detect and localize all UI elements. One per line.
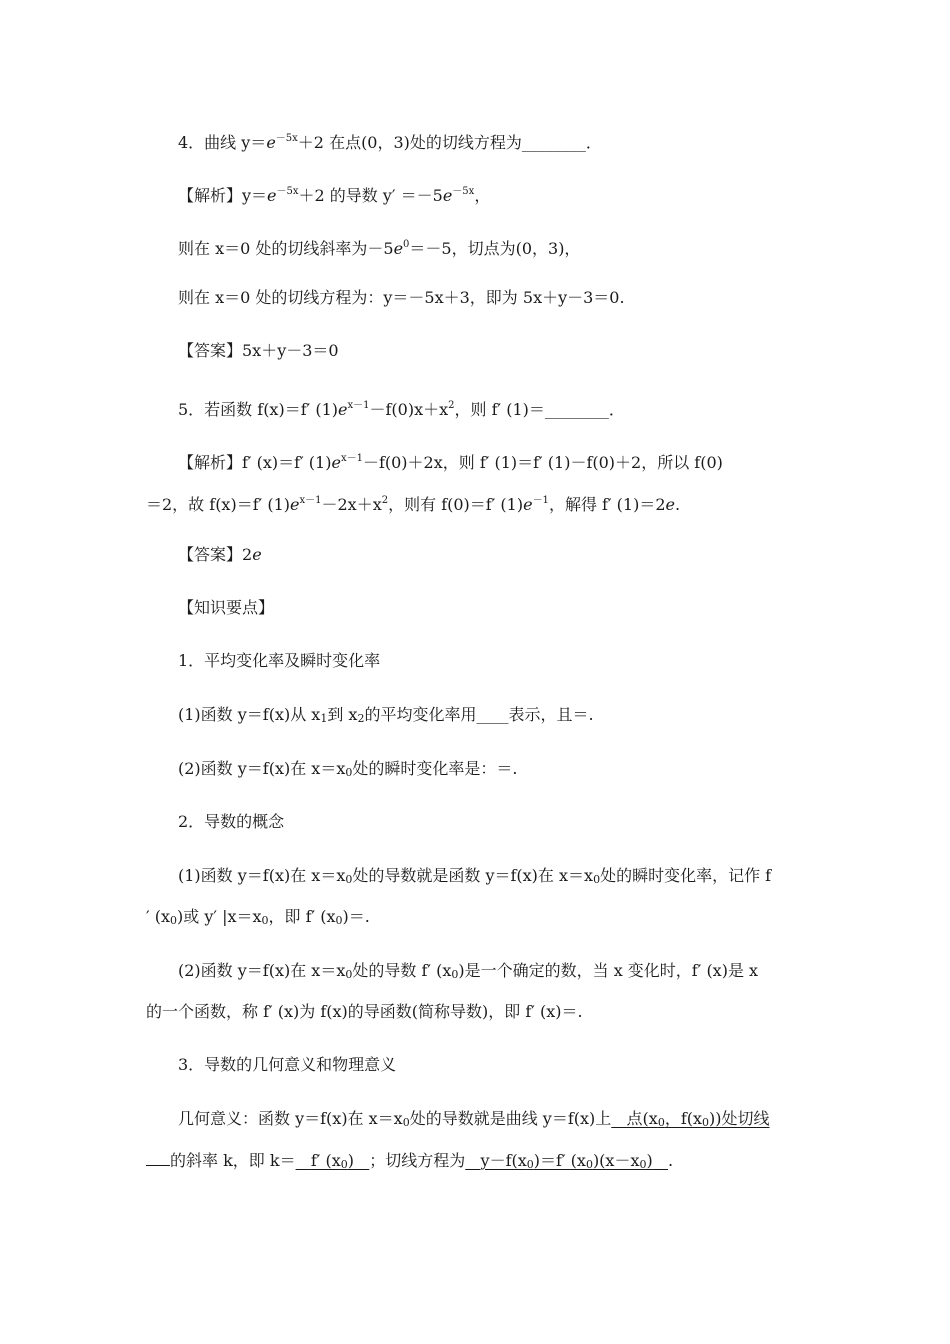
superscript: －5x: [452, 186, 475, 197]
superscript: 2: [448, 400, 455, 411]
problem-5-question: [178, 395, 625, 421]
text: ＝2，故 f(x)＝f′ (1): [146, 495, 291, 514]
text: 处的导数就是函数 y＝f(x)在 x＝x: [352, 866, 594, 885]
subscript: 0: [593, 873, 601, 886]
text: 的斜率 k，即 k＝: [170, 1151, 296, 1170]
subscript: 0: [345, 873, 353, 886]
problem-4-tangent: [178, 287, 625, 309]
text: )或 y′ |x＝x: [176, 907, 262, 926]
text: )＝.: [342, 907, 370, 926]
item-3-geometric-cont: [146, 1150, 673, 1176]
superscript: 0: [403, 239, 410, 250]
math-e: e: [442, 186, 453, 205]
text: 4．曲线 y＝: [178, 133, 267, 152]
fill-in-answer: [611, 1109, 769, 1128]
subscript: 0: [345, 968, 353, 981]
text: －f(0)＋2x，则 f′ (1)＝f′ (1)－f(0)＋2，所以 f(0): [362, 453, 723, 472]
text: ′ (x: [146, 907, 170, 926]
text: 1．平均变化率及瞬时变化率: [178, 651, 381, 670]
item-2-1-cont: [146, 906, 370, 932]
subscript: 0: [639, 1158, 647, 1171]
text: 【答案】5x＋y－3＝0: [178, 341, 339, 360]
text: ): [646, 1151, 653, 1170]
heading-1: [178, 650, 380, 672]
text: .: [668, 1151, 674, 1170]
subscript: 1: [320, 712, 328, 725]
item-2-2: [178, 960, 758, 986]
problem-4-analysis: [178, 181, 490, 207]
subscript: 0: [702, 1116, 710, 1129]
text: 2．导数的概念: [178, 812, 285, 831]
text: 的一个函数，称 f′ (x)为 f(x)的导函数(简称导数)，即 f′ (x)＝.: [146, 1002, 583, 1021]
text: f′ (x: [310, 1151, 341, 1170]
text: (1)函数 y＝f(x)从 x: [178, 705, 321, 724]
problem-5-answer: [178, 544, 262, 566]
text: )＝f′ (x: [533, 1151, 586, 1170]
text: 【答案】2: [178, 545, 253, 564]
subscript: 0: [335, 914, 343, 927]
superscript: 2: [381, 495, 389, 506]
superscript: －5x: [276, 186, 299, 197]
text: 处的瞬时变化率，记作 f: [600, 866, 772, 885]
heading-3: [178, 1054, 396, 1076]
superscript: x－1: [340, 453, 363, 464]
text: 的平均变化率用____表示，且＝.: [364, 705, 594, 724]
subscript: 0: [526, 1158, 534, 1171]
text: 【解析】f′ (x)＝f′ (1): [178, 453, 332, 472]
text: ＋2 的导数 y′ ＝－5: [298, 186, 443, 205]
fill-in-answer: [465, 1151, 668, 1170]
text: 点(x: [626, 1109, 658, 1128]
text: 处的导数 f′ (x: [352, 961, 452, 980]
text: (2)函数 y＝f(x)在 x＝x: [178, 759, 346, 778]
text: 则在 x＝0 处的切线方程为：y＝－5x＋3，即为 5x＋y－3＝0.: [178, 288, 625, 307]
superscript: x－1: [299, 495, 322, 506]
text: 几何意义：函数 y＝f(x)在 x＝x: [178, 1109, 403, 1128]
text: ＝－5，切点为(0，3)，: [409, 239, 581, 258]
subscript: 0: [340, 1158, 348, 1171]
section-heading: [178, 597, 274, 619]
problem-5-analysis: [178, 448, 723, 474]
text: 5．若函数 f(x)＝f′ (1): [178, 400, 339, 419]
text: －f(0)x＋x: [369, 400, 449, 419]
math-e: e: [252, 545, 262, 564]
text: ，f(x: [664, 1109, 703, 1128]
text: y－f(x: [480, 1151, 527, 1170]
text: ))处切线: [709, 1109, 770, 1128]
heading-2: [178, 811, 284, 833]
text: 3．导数的几何意义和物理意义: [178, 1055, 397, 1074]
text: 到 x: [327, 705, 358, 724]
math-e: e: [338, 400, 348, 419]
text: ＋2 在点(0，3)处的切线方程为________．: [297, 133, 602, 152]
subscript: 2: [357, 712, 365, 725]
subscript: 0: [451, 968, 459, 981]
math-e: e: [290, 495, 300, 514]
text: ，则 f′ (1)＝________．: [454, 400, 625, 419]
math-e: e: [331, 453, 341, 472]
item-2-1: [178, 865, 771, 891]
superscript: x－1: [347, 400, 370, 411]
text: .: [674, 495, 681, 514]
superscript: －1: [532, 495, 549, 506]
text: ，解得 f′ (1)＝2: [548, 495, 666, 514]
text: ，: [474, 186, 491, 205]
text: 【知识要点】: [178, 598, 275, 617]
text: (2)函数 y＝f(x)在 x＝x: [178, 961, 346, 980]
text: )(x－x: [592, 1151, 640, 1170]
math-e: e: [267, 186, 277, 205]
text: 处的导数就是曲线 y＝f(x)上: [409, 1109, 612, 1128]
text: ，则有 f(0)＝f′ (1): [388, 495, 524, 514]
text: )是一个确定的数，当 x 变化时，f′ (x)是 x: [458, 961, 759, 980]
item-3-geometric: [178, 1108, 770, 1134]
subscript: 0: [402, 1116, 410, 1129]
answer-underline: [146, 1151, 170, 1166]
item-1-2: [178, 758, 517, 784]
math-e: e: [266, 133, 276, 152]
subscript: 0: [261, 914, 269, 927]
text: 则在 x＝0 处的切线斜率为－5: [178, 239, 394, 258]
subscript: 0: [345, 766, 353, 779]
problem-4-answer: [178, 340, 339, 362]
superscript: －5x: [275, 133, 298, 144]
text: ；切线方程为: [369, 1151, 466, 1170]
text: 【解析】y＝: [178, 186, 268, 205]
text: ，即 f′ (x: [268, 907, 336, 926]
text: ): [347, 1151, 354, 1170]
math-e: e: [523, 495, 533, 514]
subscript: 0: [169, 914, 177, 927]
item-1-1: [178, 704, 594, 730]
problem-4-question: [178, 128, 602, 154]
subscript: 0: [657, 1116, 665, 1129]
text: (1)函数 y＝f(x)在 x＝x: [178, 866, 346, 885]
problem-4-slope: [178, 234, 580, 260]
text: 处的瞬时变化率是：＝.: [352, 759, 518, 778]
subscript: 0: [585, 1158, 593, 1171]
problem-5-analysis-cont: [146, 490, 680, 516]
text: －2x＋x: [321, 495, 382, 514]
fill-in-answer: [296, 1151, 370, 1170]
math-e: e: [393, 239, 404, 258]
math-e: e: [665, 495, 675, 514]
item-2-2-cont: [146, 1001, 583, 1023]
